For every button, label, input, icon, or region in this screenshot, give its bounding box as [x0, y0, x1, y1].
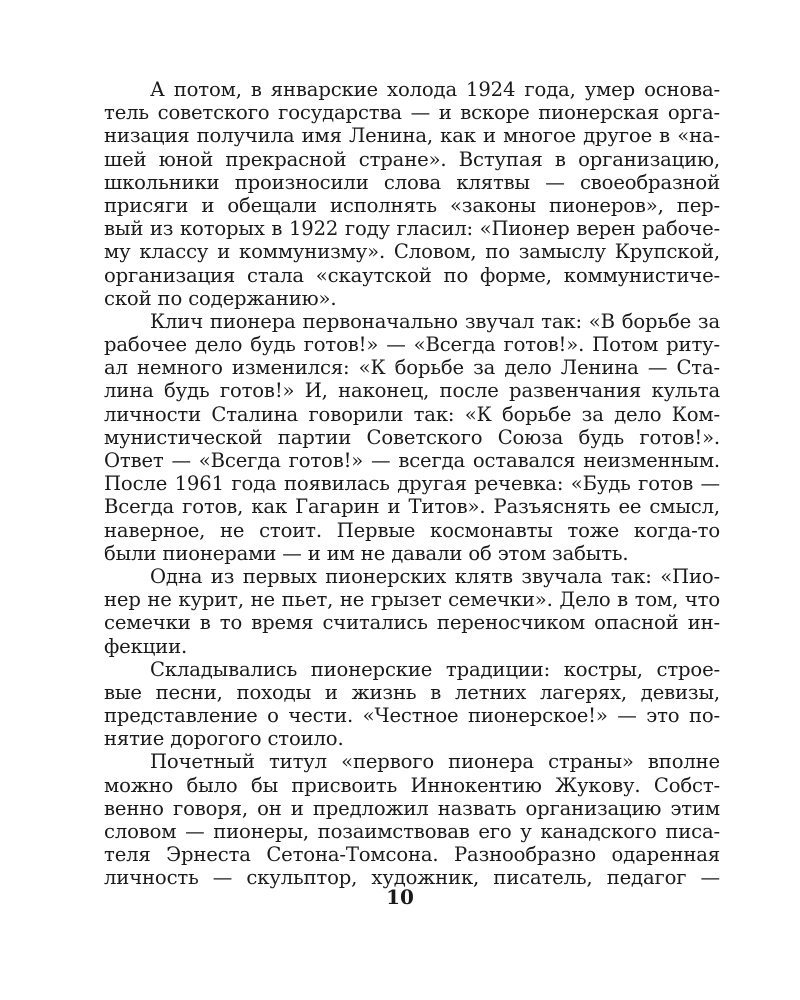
- paragraph: [104, 310, 720, 565]
- text-line: венно говоря, он и предложил назвать организацию этим: [104, 796, 720, 820]
- text-line: Ответ — «Всегда готов!» — всегда оставался неизменным.: [104, 449, 720, 472]
- text-line: низация получила имя Ленина, как и многое другое в «на-: [104, 124, 720, 148]
- text-line: А потом, в январские холода 1924 года, умер основа-: [150, 78, 720, 101]
- text-line: лина будь готов!» И, наконец, после развенчания культа: [104, 379, 720, 403]
- text-line: нер не курит, не пьет, не грызет семечки». Дело в том, что: [104, 588, 720, 612]
- text-line: можно было бы присвоить Иннокентию Жукову. Собст-: [104, 773, 720, 797]
- text-line: ской по содержанию».: [104, 286, 337, 310]
- text-line: ал немного изменился: «К борьбе за дело Ленина — Ста-: [104, 356, 720, 380]
- paragraph: [104, 565, 720, 658]
- text-line: наверное, не стоит. Первые космонавты тоже когда-то: [104, 518, 720, 542]
- text-line: словом — пионеры, позаимствовав его у канадского писа-: [104, 820, 720, 843]
- text-line: нятие дорогого стоило.: [104, 727, 344, 751]
- paragraph: [104, 750, 720, 889]
- text-line: Всегда готов, как Гагарин и Титов». Разъяснять ее смысл,: [104, 495, 720, 519]
- text-line: вые песни, походы и жизнь в летних лагерях, девизы,: [104, 680, 720, 704]
- text-line: му классу и коммунизму». Словом, по замыслу Крупской,: [104, 240, 720, 264]
- text-line: организация стала «скаутской по форме, коммунистиче-: [104, 263, 720, 287]
- text-line: школьники произносили слова клятвы — своеобразной: [104, 170, 720, 194]
- page-body: [104, 78, 720, 890]
- text-line: представление о чести. «Честное пионерское!» — это по-: [104, 704, 720, 728]
- page-number: 10: [386, 885, 414, 909]
- text-line: тель советского государства — и вскоре пионерская орга-: [104, 101, 720, 125]
- text-line: вый из которых в 1922 году гласил: «Пионер верен рабоче-: [104, 217, 720, 241]
- text-line: Складывались пионерские традиции: костры, строе-: [150, 657, 720, 681]
- text-line: рабочее дело будь готов!» — «Всегда готов!». Потом риту-: [104, 333, 720, 357]
- text-line: личность — скульптор, художник, писатель, педагог —: [104, 866, 720, 890]
- text-line: мунистической партии Советского Союза будь готов!».: [104, 425, 720, 449]
- text-line: Почетный титул «первого пионера страны» вполне: [150, 750, 720, 774]
- text-line: После 1961 года появилась другая речевка: «Будь готов —: [104, 472, 720, 496]
- text-line: теля Эрнеста Сетона-Томсона. Разнообразно одаренная: [104, 843, 720, 867]
- text-line: Клич пионера первоначально звучал так: «В борьбе за: [150, 309, 720, 333]
- text-line: были пионерами — и им не давали об этом забыть.: [104, 541, 629, 565]
- paragraph: [104, 658, 720, 751]
- text-line: фекции.: [104, 634, 188, 658]
- text-line: шей юной прекрасной стране». Вступая в организацию,: [104, 147, 720, 171]
- text-line: личности Сталина говорили так: «К борьбе за дело Ком-: [104, 402, 720, 426]
- paragraph: [104, 78, 720, 310]
- text-line: Одна из первых пионерских клятв звучала так: «Пио-: [150, 564, 720, 588]
- text-line: присяги и обещали исполнять «законы пионеров», пер-: [104, 193, 720, 217]
- text-line: семечки в то время считались переносчиком опасной ин-: [104, 611, 720, 635]
